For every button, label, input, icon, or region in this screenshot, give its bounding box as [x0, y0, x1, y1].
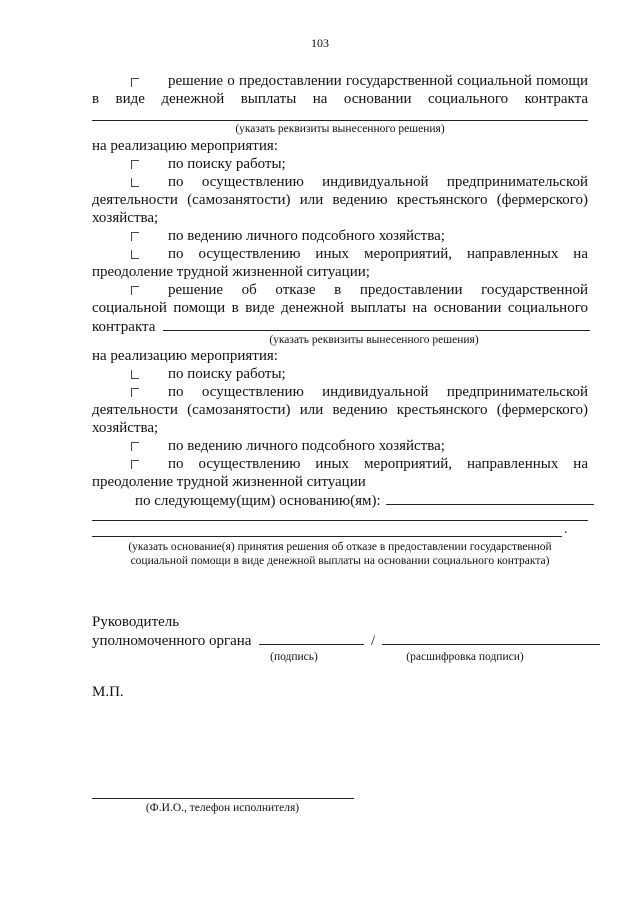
grounds-field-1[interactable] [386, 491, 594, 505]
head-title-2 [92, 631, 588, 650]
entrepreneurship-b-line-1: по осуществлению индивидуальной предпринимательской [168, 384, 588, 400]
refuse-decision-line-2: социальной помощи в виде денежной выплаты на основании социального [92, 300, 588, 316]
other-measures-a-line-1: по осуществлению иных мероприятий, направленных на [168, 246, 588, 262]
measures-label-a: на реализацию мероприятия: [92, 138, 278, 154]
other-measures-b-line-2: преодоление трудной жизненной ситуации [92, 474, 366, 490]
grant-decision-details-line [92, 120, 588, 121]
entrepreneurship-a-line-2: деятельности (самозанятости) или ведению крестьянского (фермерского) [92, 192, 588, 208]
checkbox-household-a[interactable] [131, 232, 139, 241]
refuse-decision-caption: (указать реквизиты вынесенного решения) [269, 334, 479, 346]
grounds-field-3[interactable] [92, 536, 562, 537]
grant-decision-line-2: в виде денежной выплаты на основании социального контракта [92, 91, 588, 107]
executor-caption: (Ф.И.О., телефон исполнителя) [145, 802, 300, 814]
grant-decision-line-1: решение о предоставлении государственной социальной помощи [168, 73, 588, 89]
checkbox-job-search-b[interactable] [131, 370, 139, 379]
signature-slash: / [370, 633, 376, 649]
job-search-a: по поиску работы; [168, 156, 286, 172]
entrepreneurship-a-line-3: хозяйства; [92, 210, 159, 226]
signature-caption: (подпись) [270, 651, 318, 663]
other-measures-b-line-1: по осуществлению иных мероприятий, направленных на [168, 456, 588, 472]
signature-decode-field[interactable] [382, 631, 600, 645]
grounds-label: по следующему(щим) основанию(ям): [135, 493, 381, 509]
household-a: по ведению личного подсобного хозяйства; [168, 228, 445, 244]
refuse-decision-contract-word: контракта [92, 319, 156, 335]
executor-field[interactable] [92, 798, 354, 799]
other-measures-a-line-2: преодоление трудной жизненной ситуации; [92, 264, 370, 280]
checkbox-other-measures-a[interactable] [131, 250, 139, 259]
page-number: 103 [311, 36, 329, 50]
signature-field[interactable] [259, 631, 364, 645]
grounds-line [135, 491, 588, 510]
refuse-decision-line-1: решение об отказе в предоставлении государственной [168, 282, 588, 298]
entrepreneurship-b-line-3: хозяйства; [92, 420, 159, 436]
head-title-1: Руководитель [92, 614, 180, 630]
household-b: по ведению личного подсобного хозяйства; [168, 438, 445, 454]
measures-label-b: на реализацию мероприятия: [92, 348, 278, 364]
checkbox-job-search-a[interactable] [131, 160, 139, 169]
grant-decision-caption: (указать реквизиты вынесенного решения) [235, 123, 445, 135]
entrepreneurship-a-line-1: по осуществлению индивидуальной предпринимательской [168, 174, 588, 190]
grounds-end-mark: . [564, 522, 568, 537]
checkbox-other-measures-b[interactable] [131, 460, 139, 469]
entrepreneurship-b-line-2: деятельности (самозанятости) или ведению крестьянского (фермерского) [92, 402, 588, 418]
checkbox-entrepreneurship-b[interactable] [131, 388, 139, 397]
checkbox-entrepreneurship-a[interactable] [131, 178, 139, 187]
stamp-place: М.П. [92, 684, 124, 700]
grounds-field-2[interactable] [92, 520, 588, 521]
checkbox-refuse-decision[interactable] [131, 286, 139, 295]
refuse-decision-details-field[interactable] [163, 317, 590, 331]
grounds-caption-1: (указать основание(я) принятия решения об отказе в предоставлении государственной [128, 541, 552, 553]
head-title-2-text: уполномоченного органа [92, 633, 252, 649]
checkbox-grant-decision[interactable] [131, 78, 139, 87]
signature-decode-caption: (расшифровка подписи) [406, 651, 524, 663]
job-search-b: по поиску работы; [168, 366, 286, 382]
checkbox-household-b[interactable] [131, 442, 139, 451]
grounds-caption-2: социальной помощи в виде денежной выплаты на основании социального контракта) [130, 555, 550, 567]
